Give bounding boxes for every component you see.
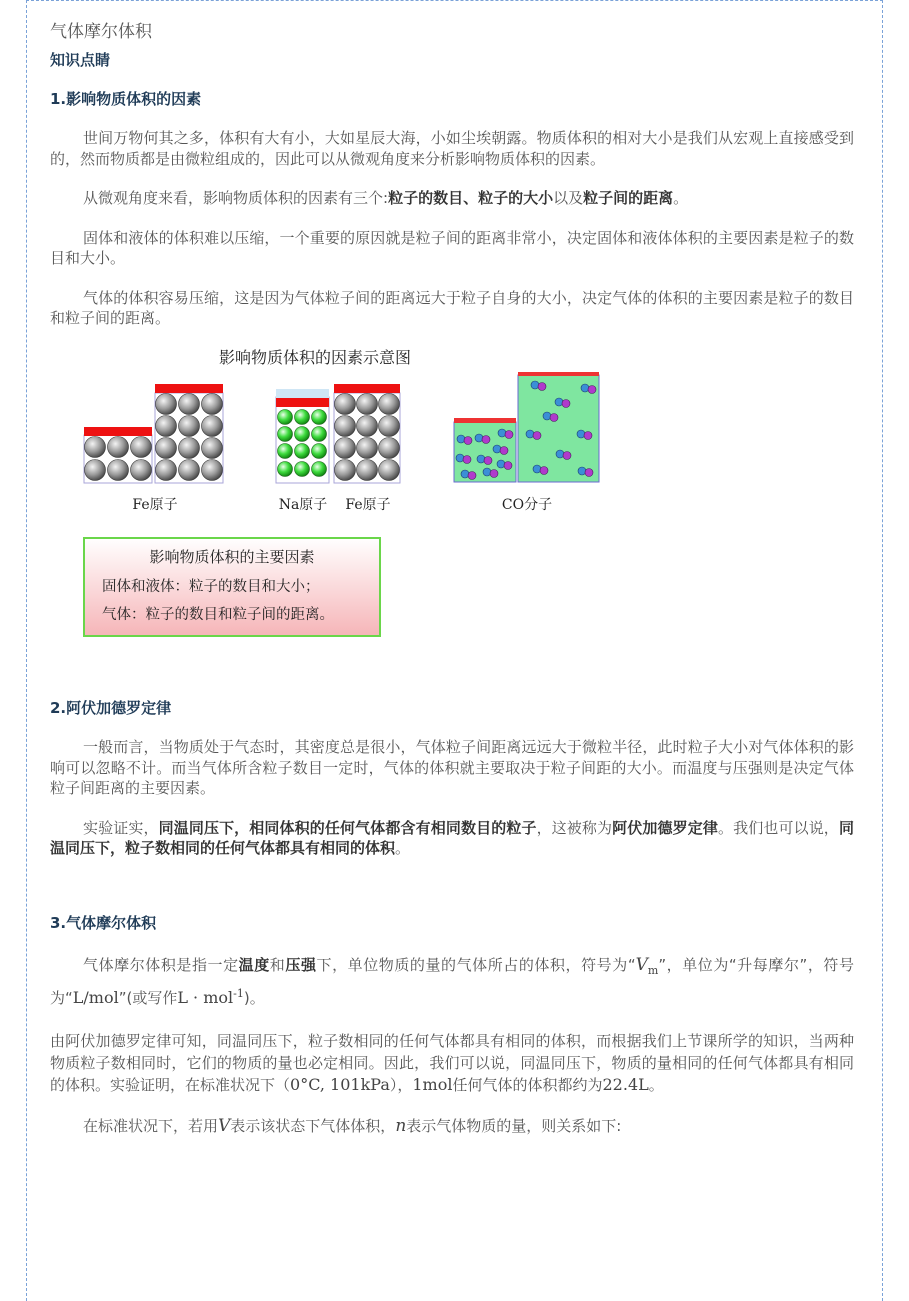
label-fe-atom-2: Fe原子 xyxy=(345,497,391,513)
s3-paragraph-1: 气体摩尔体积是指一定温度和压强下，单位物质的量的气体所占的体积，符号为“$V_m$”，单位为“升每摩尔”，符号为“L/mol”(或写作L · mol$^{-1}$)。 xyxy=(50,955,854,1007)
s2-paragraph-1: 一般而言，当物质处于气态时，其密度总是很小，气体粒子间距离远远大于微粒半径，此时粒子大小对气体体积的影响可以忽略不计。而当气体所含粒子数目一定时，气体的体积就主要取决于粒子间距的大小。而温度与压强则是决定气体粒子间距离的主要因素。 xyxy=(50,738,854,797)
s3-paragraph-2: 由阿伏加德罗定律可知，同温同压下，粒子数相同的任何气体都具有相同的体积，而根据我们上节课所学的知识，当两种物质粒子数相同时，它们的物质的量也必定相同。因此，我们可以说，同温同压下，物质的量相同的任何气体都具有相同的体积。实验证明，在标准状况下（0°C, 101kPa），1mol任何气体的体积都约为22.4L。 xyxy=(50,1032,854,1094)
label-co-molecule: CO分子 xyxy=(501,497,553,513)
s1-paragraph-3: 固体和液体的体积难以压缩，一个重要的原因就是粒子间的距离非常小，决定固体和液体体积的主要因素是粒子的数目和大小。 xyxy=(50,228,854,267)
key-factors-line-1: 固体和液体：粒子的数目和大小； xyxy=(102,579,320,595)
document-body xyxy=(50,20,854,329)
heading-3: 3.气体摩尔体积 xyxy=(50,914,157,932)
figure-title: 影响物质体积的因素示意图 xyxy=(218,348,412,367)
section-3 xyxy=(50,913,854,1136)
s2-paragraph-2: 实验证实，同温同压下，相同体积的任何气体都含有相同数目的粒子，这被称为阿伏加德罗定律。我们也可以说，同温同压下，粒子数相同的任何气体都具有相同的体积。 xyxy=(50,818,854,857)
s3-paragraph-3: 在标准状况下，若用V表示该状态下气体体积，n表示气体物质的量，则关系如下: xyxy=(83,1115,622,1136)
s1-paragraph-4: 气体的体积容易压缩，这是因为气体粒子间的距离远大于粒子自身的大小，决定气体的体积的主要因素是粒子的数目和粒子间的距离。 xyxy=(50,288,854,327)
heading-2: 2.阿伏加德罗定律 xyxy=(50,699,172,717)
key-factors-line-2: 气体：粒子的数目和粒子间的距离。 xyxy=(102,607,334,623)
heading-1: 1.影响物质体积的因素 xyxy=(50,90,202,108)
s1-paragraph-1: 世间万物何其之多，体积有大有小，大如星辰大海，小如尘埃朝露。物质体积的相对大小是我们从宏观上直接感受到的，然而物质都是由微粒组成的，因此可以从微观角度来分析影响物质体积的因素。 xyxy=(50,129,854,168)
section-label: 知识点睛 xyxy=(50,51,111,69)
page-title: 气体摩尔体积 xyxy=(50,22,152,42)
label-na-atom: Na原子 xyxy=(278,497,328,513)
label-fe-atom: Fe原子 xyxy=(132,497,178,513)
figure-diagram xyxy=(80,345,610,645)
key-factors-title: 影响物质体积的主要因素 xyxy=(149,548,315,566)
symbol-v: V xyxy=(218,1115,231,1136)
section-2 xyxy=(50,698,854,859)
s1-paragraph-2: 从微观角度来看，影响物质体积的因素有三个:粒子的数目、粒子的大小以及粒子间的距离。 xyxy=(83,189,689,207)
volume-factors-figure xyxy=(80,345,610,645)
symbol-n: n xyxy=(395,1115,407,1136)
symbol-vm: V xyxy=(635,955,648,975)
